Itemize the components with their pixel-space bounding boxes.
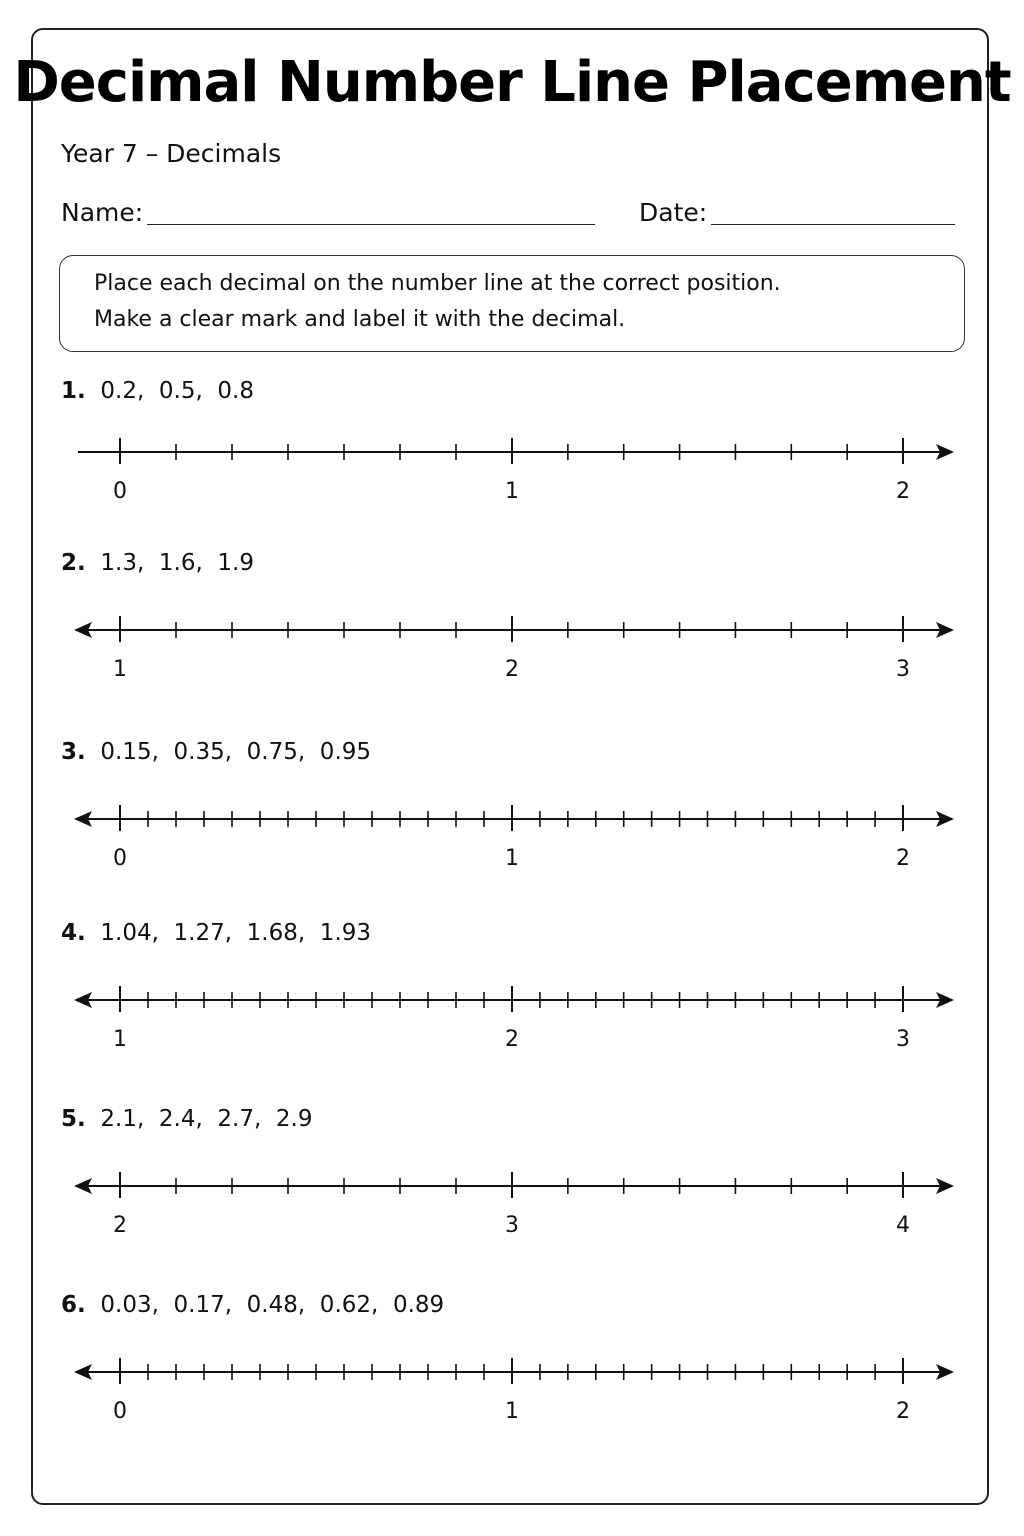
question-number: 4. [61, 920, 86, 946]
number-line-label-mid: 2 [505, 1027, 519, 1052]
number-line[interactable] [0, 1104, 1024, 1254]
number-line-label-mid: 1 [505, 846, 519, 871]
question-prompt: 1.04, 1.27, 1.68, 1.93 [100, 920, 372, 946]
number-line-label-start: 0 [113, 479, 127, 504]
question-6 [0, 1290, 1024, 1440]
question-number: 3. [61, 739, 86, 765]
question-number: 2. [61, 550, 86, 576]
number-line-label-end: 2 [896, 1399, 910, 1424]
number-line-label-end: 3 [896, 657, 910, 682]
number-line-label-start: 0 [113, 1399, 127, 1424]
name-field[interactable] [147, 224, 595, 225]
number-line-label-mid: 1 [505, 479, 519, 504]
question-4 [0, 918, 1024, 1068]
name-label: Name: [61, 198, 144, 227]
number-line-label-mid: 1 [505, 1399, 519, 1424]
question-3 [0, 737, 1024, 887]
question-2 [0, 548, 1024, 698]
number-line-label-start: 0 [113, 846, 127, 871]
number-line-label-end: 2 [896, 846, 910, 871]
question-prompt: 2.1, 2.4, 2.7, 2.9 [100, 1106, 313, 1132]
instruction-line-1: Place each decimal on the number line at the correct position. [94, 271, 781, 296]
date-field[interactable] [711, 224, 955, 225]
number-line-label-end: 2 [896, 479, 910, 504]
number-line-label-mid: 3 [505, 1213, 519, 1238]
question-number: 1. [61, 378, 86, 404]
number-line[interactable] [0, 737, 1024, 887]
question-prompt: 0.15, 0.35, 0.75, 0.95 [100, 739, 372, 765]
number-line[interactable] [0, 918, 1024, 1068]
instructions-box [59, 255, 965, 352]
number-line-label-start: 1 [113, 1027, 127, 1052]
number-line[interactable] [0, 1290, 1024, 1440]
question-5 [0, 1104, 1024, 1254]
page-subtitle: Year 7 – Decimals [61, 139, 282, 168]
question-number: 5. [61, 1106, 86, 1132]
question-prompt: 0.03, 0.17, 0.48, 0.62, 0.89 [100, 1292, 445, 1318]
question-1 [0, 376, 1024, 526]
instruction-line-2: Make a clear mark and label it with the decimal. [94, 307, 626, 332]
question-prompt: 0.2, 0.5, 0.8 [100, 378, 254, 404]
number-line[interactable] [0, 376, 1024, 526]
number-line[interactable] [0, 548, 1024, 698]
number-line-label-start: 2 [113, 1213, 127, 1238]
number-line-label-start: 1 [113, 657, 127, 682]
number-line-label-mid: 2 [505, 657, 519, 682]
date-label: Date: [639, 198, 708, 227]
question-prompt: 1.3, 1.6, 1.9 [100, 550, 254, 576]
question-number: 6. [61, 1292, 86, 1318]
number-line-label-end: 4 [896, 1213, 910, 1238]
page-title: Decimal Number Line Placement [13, 50, 1011, 115]
number-line-label-end: 3 [896, 1027, 910, 1052]
